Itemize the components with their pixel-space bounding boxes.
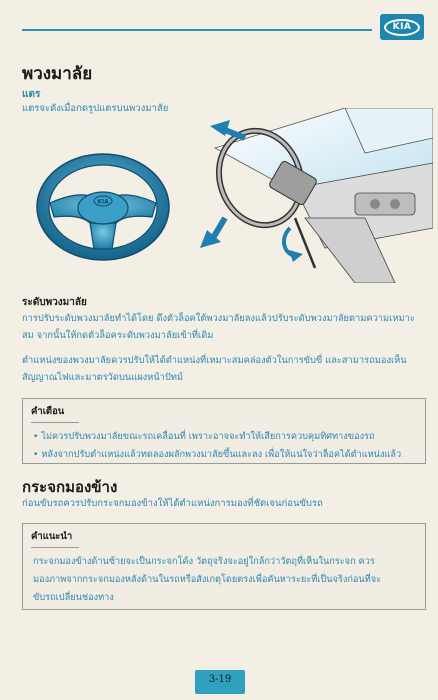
height-paragraph-2 — [22, 352, 427, 386]
horn-heading: แตร — [22, 89, 41, 100]
warning-title: คำเตือน — [31, 406, 65, 417]
horn-text: แตรจะดังเมื่อกดรูปแตรบนพวงมาลัย — [22, 103, 169, 114]
warning-rule — [31, 422, 79, 423]
height-paragraph-2-line-2: สัญญาณไฟและมาตรวัดบนแผงหน้าปัทม์ — [22, 372, 184, 383]
advice-rule — [31, 547, 79, 548]
kia-logo-text: KIA — [392, 22, 412, 32]
steering-wheel-icon — [28, 145, 178, 275]
steering-height-heading: ระดับพวงมาลัย — [22, 297, 87, 308]
warning-item-2: • หลังจากปรับตำแหน่งแล้วทดลองผลักพวงมาลัยขึ้นและลง เพื่อให้แน่ใจว่าล็อคได้ตำแหน่งแล้ว — [33, 449, 402, 460]
advice-line-1: กระจกมองข้างด้านซ้ายจะเป็นกระจกโค้ง วัตถุจริงจะอยู่ใกล้กว่าวัตถุที่เห็นในกระจก ควร — [33, 556, 375, 567]
advice-line-2: มองภาพจากกระจกมองหลังด้านในรถหรือสังเกตุโดยตรงเพื่อคันหาระยะที่เป็นจริงก่อนที่จะ — [33, 574, 382, 585]
kia-logo-oval — [384, 19, 420, 36]
height-paragraph-2-line-1: ตำแหน่งของพวงมาลัยควรปรับให้ได้ตำแหน่งที่เหมาะสมคล่องตัวในการขับขี่ และสามารถมองเห็น — [22, 355, 407, 366]
steering-wheel-illustration — [28, 145, 178, 275]
advice-title: คำแนะนำ — [31, 531, 73, 542]
page-number: 3-19 — [208, 674, 232, 685]
steering-tilt-illustration — [195, 108, 433, 283]
height-paragraph-1-line-2: สม จากนั้นให้กดตัวล็อคระดับพวงมาลัยเข้าที่เดิม — [22, 330, 214, 341]
wheel-kia-logo: KIA — [97, 198, 109, 206]
warning-item-1: • ไม่ควรปรับพวงมาลัยขณะรถเคลื่อนที่ เพราะอาจจะทำให้เสียการควบคุมทิศทางของรถ — [33, 431, 375, 442]
section-title-side-mirror: กระจกมองข้าง — [22, 478, 118, 496]
side-mirror-text: ก่อนขับรถควรปรับกระจกมองข้างให้ได้ตำแหน่งการมองที่ชัดเจนก่อนขับรถ — [22, 498, 323, 509]
advice-box — [22, 523, 426, 610]
height-paragraph-1-line-1: การปรับระดับพวงมาลัยทำได้โดย ดึงตัวล็อคใต้พวงมาลัยลงแล้วปรับระดับพวงมาลัยตามความเหมาะ — [22, 313, 415, 324]
section-title-steering: พวงมาลัย — [22, 64, 93, 84]
car-interior-drawing — [195, 108, 433, 283]
kia-logo — [380, 14, 424, 40]
advice-line-3: ขับรถเปลี่ยนช่องทาง — [33, 592, 114, 603]
height-paragraph-1 — [22, 310, 427, 344]
warning-box — [22, 398, 426, 464]
header-rule — [22, 29, 372, 31]
